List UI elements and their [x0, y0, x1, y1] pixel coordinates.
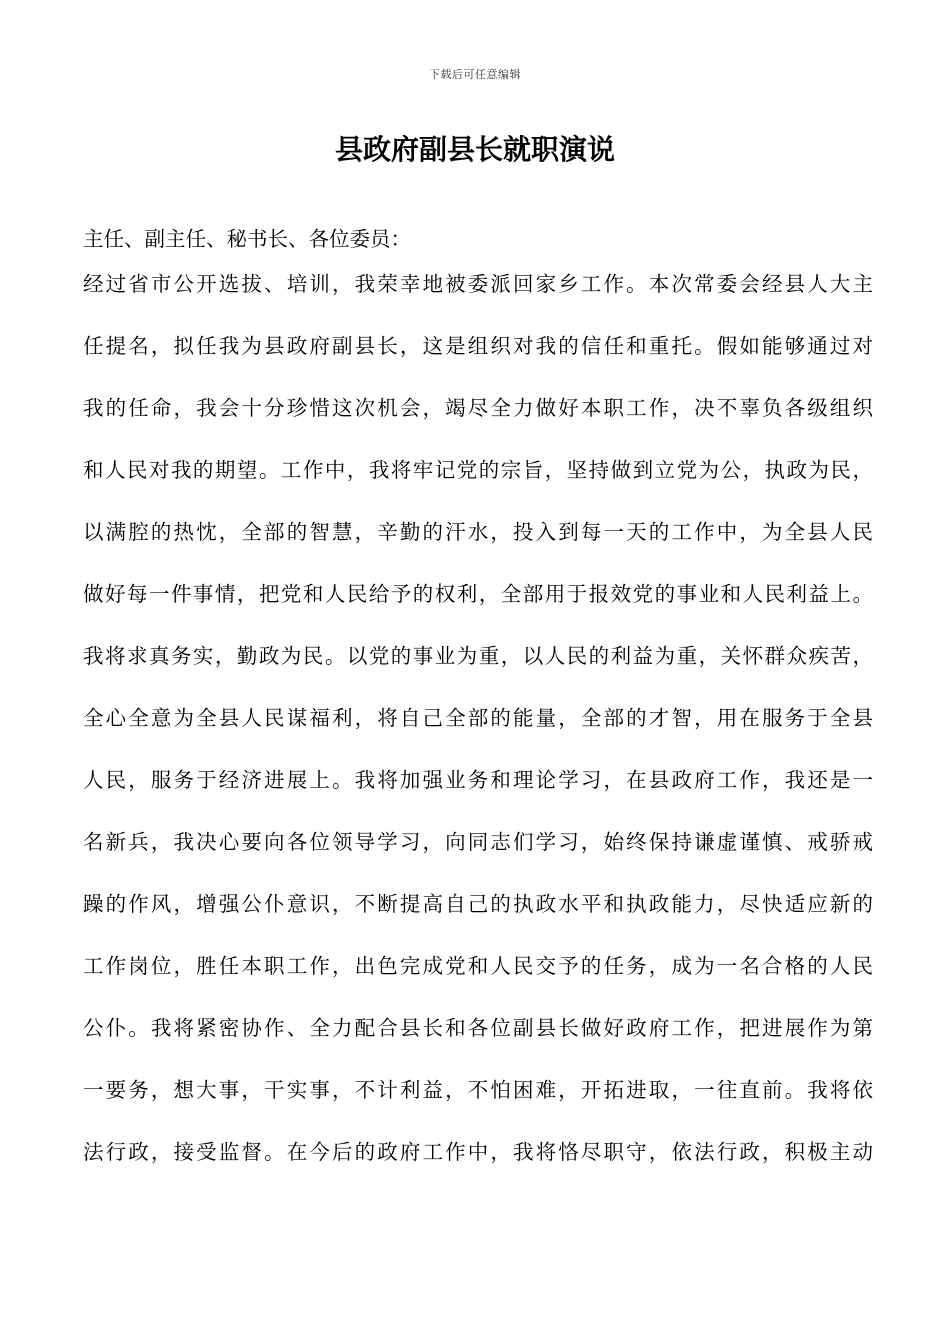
body-line: 名新兵，我决心要向各位领导学习，向同志们学习，始终保持谦虚谨慎、戒骄戒	[83, 830, 873, 854]
body-line: 公仆。我将紧密协作、全力配合县长和各位副县长做好政府工作，把进展作为第	[83, 1016, 873, 1040]
body-line: 一要务，想大事，干实事，不计利益，不怕困难，开拓进取，一往直前。我将依	[83, 1078, 873, 1102]
body-line: 任提名，拟任我为县政府副县长，这是组织对我的信任和重托。假如能够通过对	[83, 334, 873, 358]
body-line: 以满腔的热忱，全部的智慧，辛勤的汗水，投入到每一天的工作中，为全县人民	[83, 520, 873, 544]
body-line: 工作岗位，胜任本职工作，出色完成党和人民交予的任务，成为一名合格的人民	[83, 954, 873, 978]
body-line: 经过省市公开选拔、培训，我荣幸地被委派回家乡工作。本次常委会经县人大主	[83, 272, 873, 296]
body-line: 和人民对我的期望。工作中，我将牢记党的宗旨，坚持做到立党为公，执政为民，	[83, 458, 873, 482]
body-line: 我将求真务实，勤政为民。以党的事业为重，以人民的利益为重，关怀群众疾苦，	[83, 644, 873, 668]
body-line: 全心全意为全县人民谋福利，将自己全部的能量，全部的才智，用在服务于全县	[83, 706, 873, 730]
body-line: 做好每一件事情，把党和人民给予的权利，全部用于报效党的事业和人民利益上。	[83, 582, 873, 606]
salutation: 主任、副主任、秘书长、各位委员：	[83, 227, 411, 251]
document-title: 县政府副县长就职演说	[334, 133, 615, 166]
body-line: 法行政，接受监督。在今后的政府工作中，我将恪尽职守，依法行政，积极主动	[83, 1140, 873, 1164]
header-note: 下载后可任意编辑	[429, 68, 521, 81]
body-line: 人民，服务于经济进展上。我将加强业务和理论学习，在县政府工作，我还是一	[83, 768, 873, 792]
body-line: 躁的作风，增强公仆意识，不断提高自己的执政水平和执政能力，尽快适应新的	[83, 892, 873, 916]
body-line: 我的任命，我会十分珍惜这次机会，竭尽全力做好本职工作，决不辜负各级组织	[83, 396, 873, 420]
